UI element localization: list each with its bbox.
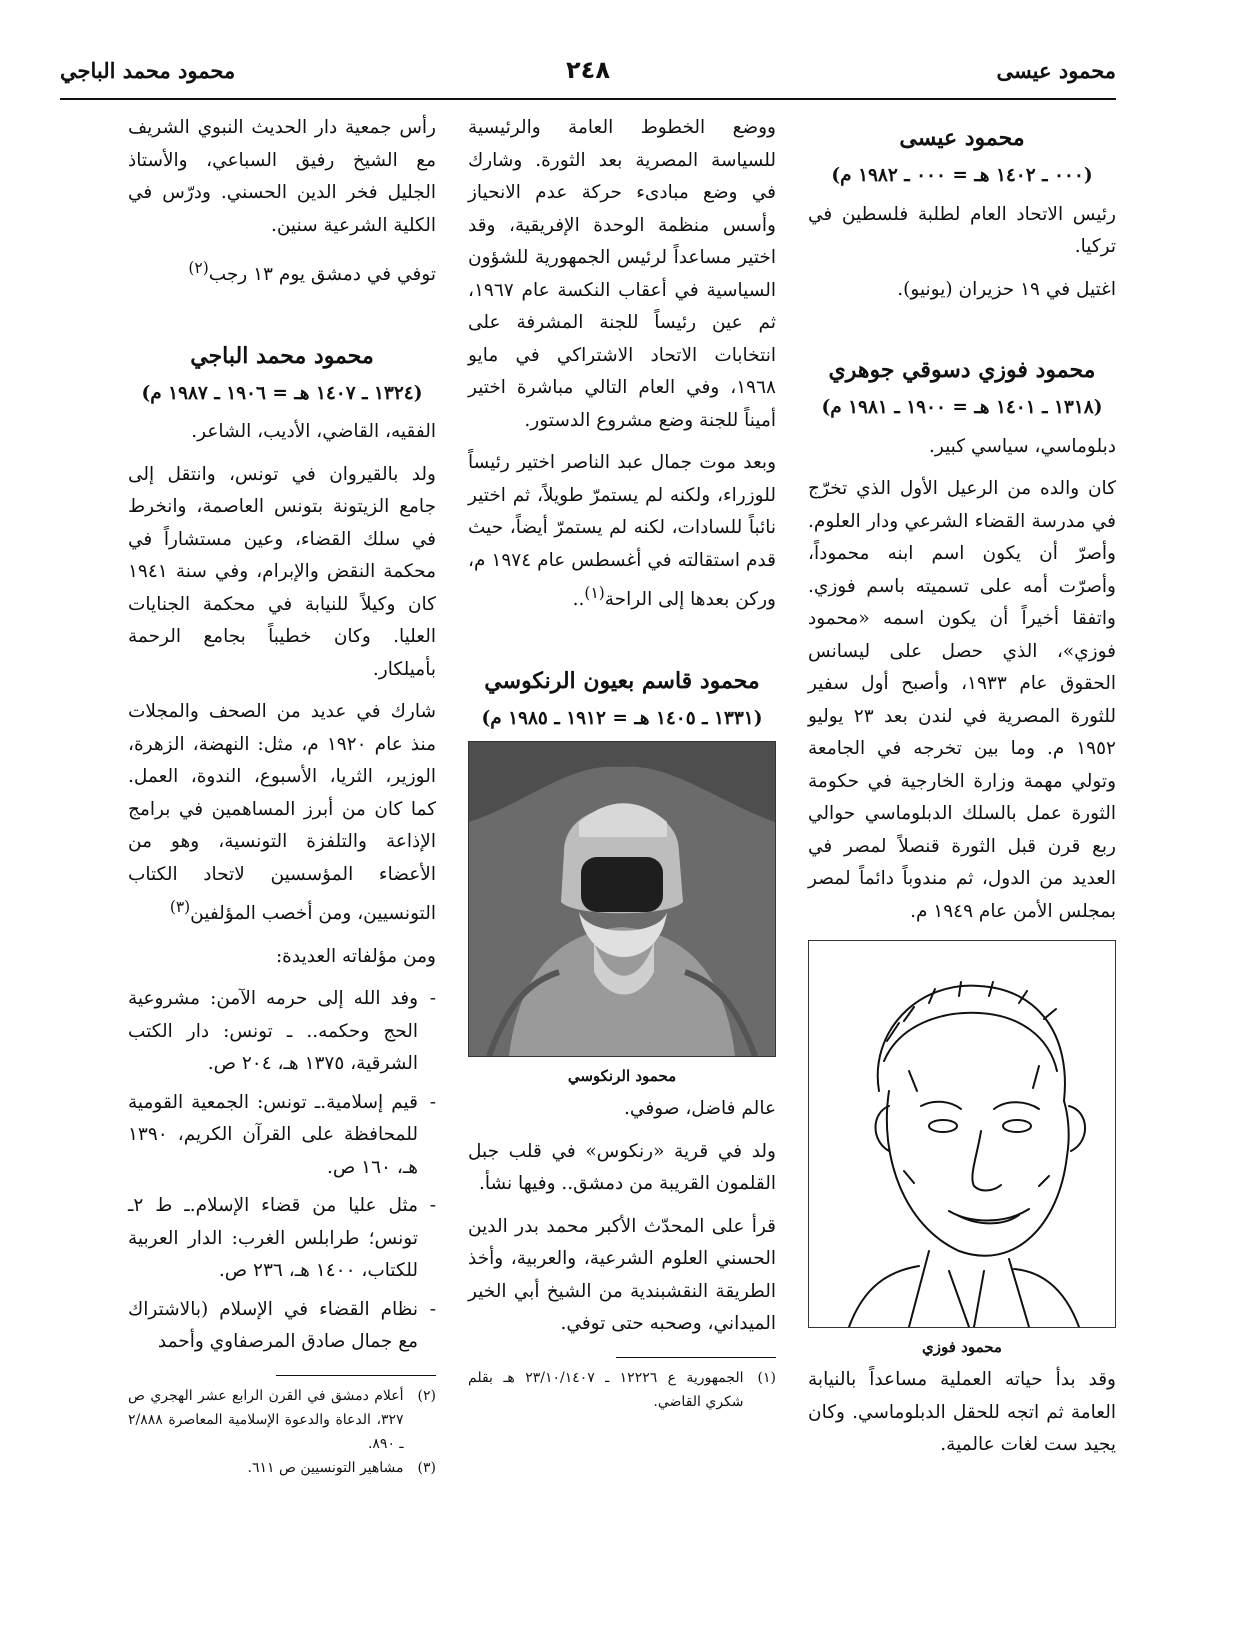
sketch-caption: محمود فوزي	[922, 1338, 1002, 1356]
entry-title: محمود فوزي دسوقي جوهري	[828, 357, 1096, 383]
footnote-text: أعلام دمشق في القرن الرابع عشر الهجري ص ٣٢٧، الدعاة والدعوة الإسلامية المعاصرة ٢/٨٨٨ ـ ٨٩٠.	[128, 1387, 404, 1452]
page-header	[60, 54, 1116, 94]
entry-dates: (٠٠٠ ـ ١٤٠٢ هـ = ٠٠٠ ـ ١٩٨٢ م)	[831, 165, 1093, 186]
footnote-ref: (١)	[584, 584, 605, 602]
entry-text-body: شارك في عديد من الصحف والمجلات منذ عام ١٩٢٠ م، مثل: النهضة، الزهرة، الوزير، الثريا، الأسبوع، الندوة، العمل. كما كان من أبرز المساهمين في برامج الإذاعة والتلفزة التونسية، وهو من الأعضاء المؤسسين لاتحاد الكتاب التونسيين، ومن أخصب المؤلفين	[128, 701, 436, 925]
entry-text: اغتيل في ١٩ حزيران (يونيو).	[897, 278, 1116, 300]
page-number: ٢٤٨	[566, 56, 610, 84]
running-head-right: محمود عيسى	[996, 58, 1116, 83]
footnote-rule	[276, 1375, 436, 1376]
footnote	[468, 1366, 776, 1414]
works-list	[128, 983, 436, 1359]
entry-text: قرأ على المحدّث الأكبر محمد بدر الدين الحسني العلوم الشرعية، والعربية، وأخذ الطريقة النقشبندية من الشيخ أبي الخير الميداني، وصحبه حتى توفي.	[468, 1215, 776, 1335]
entry-text-body: وبعد موت جمال عبد الناصر اختير رئيساً للوزراء، ولكنه لم يستمرّ طويلاً، ثم اختير نائباً للسادات، لكنه لم يستمرّ أيضاً، حيث قدم استقالته في أغسطس عام ١٩٧٤ م، وركن بعدها إلى الراحة	[468, 452, 776, 611]
entry-text: ولد بالقيروان في تونس، وانتقل إلى جامع الزيتونة بتونس العاصمة، وانخرط في سلك القضاء، وعين مستشاراً في محكمة النقض والإبرام، وفي سنة ١٩٤١ كان وكيلاً للنيابة في محكمة الجنايات العليا. وكان خطيباً بجامع الرحمة بأميلكار.	[128, 463, 436, 680]
entry-text: دبلوماسي، سياسي كبير.	[929, 435, 1116, 457]
entry-title: محمود عيسى	[899, 125, 1025, 151]
footnote-text: الجمهورية ع ١٢٢٢٦ ـ ٢٣/١٠/١٤٠٧ هـ بقلم شكري القاضي.	[468, 1369, 744, 1410]
entry-text: ولد في قرية «رنكوس» في قلب جبل القلمون القريبة من دمشق.. وفيها نشأ.	[468, 1140, 776, 1195]
photo-caption: محمود الرنكوسي	[567, 1067, 677, 1086]
footnote-ref: (٣)	[169, 898, 191, 917]
entry-title: محمود محمد الباجي	[190, 342, 374, 369]
portrait-sketch-image	[808, 940, 1116, 1328]
footnote-number: (٣)	[417, 1459, 436, 1476]
header-rule	[60, 98, 1116, 100]
sketch-portrait-icon	[809, 941, 1115, 1327]
entry-text	[468, 447, 776, 617]
running-head-left: محمود محمد الباجي	[60, 58, 236, 83]
column-right	[808, 112, 1116, 1582]
list-item: - وفد الله إلى حرمه الآمن: مشروعية الحج وحكمه.. ـ تونس: دار الكتب الشرقية، ١٣٧٥ هـ، ٢٠٤ ص.	[128, 983, 436, 1081]
entry-text: رئيس الاتحاد العام لطلبة فلسطين في تركيا.	[808, 203, 1116, 257]
entry-text: الفقيه، القاضي، الأديب، الشاعر.	[191, 421, 436, 443]
entry-text: ومن مؤلفاته العديدة:	[275, 945, 436, 967]
column-middle	[468, 112, 776, 1582]
entry-text	[128, 696, 436, 931]
entry-dates: (١٣٣١ ـ ١٤٠٥ هـ = ١٩١٢ ـ ١٩٨٥ م)	[481, 707, 763, 729]
footnote	[128, 1384, 436, 1456]
entry-text: ووضع الخطوط العامة والرئيسية للسياسة المصرية بعد الثورة. وشارك في وضع مبادىء حركة عدم الانحياز وأسس منظمة الوحدة الإفريقية، وقد اختير مساعداً لرئيس الجمهورية للشؤون السياسية في أعقاب النكسة عام ١٩٦٧، ثم عين رئيساً للجنة المشرفة على انتخابات الاتحاد الاشتراكي في مايو ١٩٦٨، وفي العام التالي مباشرة اختير أميناً للجنة وضع مشروع الدستور.	[468, 117, 776, 431]
footnote-rule	[616, 1357, 776, 1358]
entry-dates: (١٣١٨ ـ ١٤٠١ هـ = ١٩٠٠ ـ ١٩٨١ م)	[821, 397, 1103, 418]
entry-dates: (١٣٢٤ ـ ١٤٠٧ هـ = ١٩٠٦ ـ ١٩٨٧ م)	[141, 382, 423, 404]
portrait-photo-image	[468, 741, 776, 1057]
footnote	[128, 1456, 436, 1480]
list-item: - مثل عليا من قضاء الإسلام.ـ ط ٢ـ تونس؛ طرابلس الغرب: الدار العربية للكتاب، ١٤٠٠ هـ، ٢٣٦ ص.	[128, 1190, 436, 1288]
entry-title: محمود قاسم بعيون الرنكوسي	[484, 667, 760, 694]
footnote-number: (٢)	[417, 1387, 436, 1404]
list-item: - نظام القضاء في الإسلام (بالاشتراك مع جمال صادق المرصفاوي وأحمد	[128, 1294, 436, 1359]
entry-text: عالم فاضل، صوفي.	[624, 1098, 776, 1120]
column-left	[128, 112, 436, 1582]
list-item: - قيم إسلامية.ـ تونس: الجمعية القومية للمحافظة على القرآن الكريم، ١٣٩٠ هـ، ١٦٠ ص.	[128, 1087, 436, 1185]
photo-portrait-icon	[469, 742, 775, 1056]
footnote-ref: (٢)	[188, 259, 209, 277]
entry-text	[128, 252, 436, 292]
entry-text: رأس جمعية دار الحديث النبوي الشريف مع الشيخ رفيق السباعي، والأستاذ الجليل فخر الدين الحسني. ودرّس في الكلية الشرعية سنين.	[128, 117, 436, 236]
footnote-number: (١)	[757, 1369, 776, 1386]
entry-text-body: توفي في دمشق يوم ١٣ رجب	[208, 264, 436, 286]
footnote-text: مشاهير التونسيين ص ٦١١.	[247, 1459, 404, 1476]
entry-text: كان والده من الرعيل الأول الذي تخرّج في مدرسة القضاء الشرعي ودار العلوم. وأصرّ أن يكون اسم ابنه محموداً، وأصرّت أمه على تسميته باسم فوزي. واتفقا أخيراً أن يكون اسمه «محمود فوزي»، الذي حصل على ليسانس الحقوق عام ١٩٣٣، وأصبح أول سفير للثورة المصرية في لندن بعد ٢٣ يوليو ١٩٥٢ م. وما بين تخرجه في الجامعة وتولي مهمة وزارة الخارجية في حكومة الثورة عمل بالسلك الدبلوماسي حوالي ربع قرن قبل الثورة قنصلاً لمصر في العديد من الدول، ثم مندوباً دائماً لمصر بمجلس الأمن عام ١٩٤٩ م.	[808, 478, 1116, 922]
entry-text: وقد بدأ حياته العملية مساعداً بالنيابة العامة ثم اتجه للحقل الدبلوماسي. وكان يجيد ست لغات عالمية.	[808, 1369, 1116, 1455]
entry-text-end: ..	[572, 589, 585, 611]
